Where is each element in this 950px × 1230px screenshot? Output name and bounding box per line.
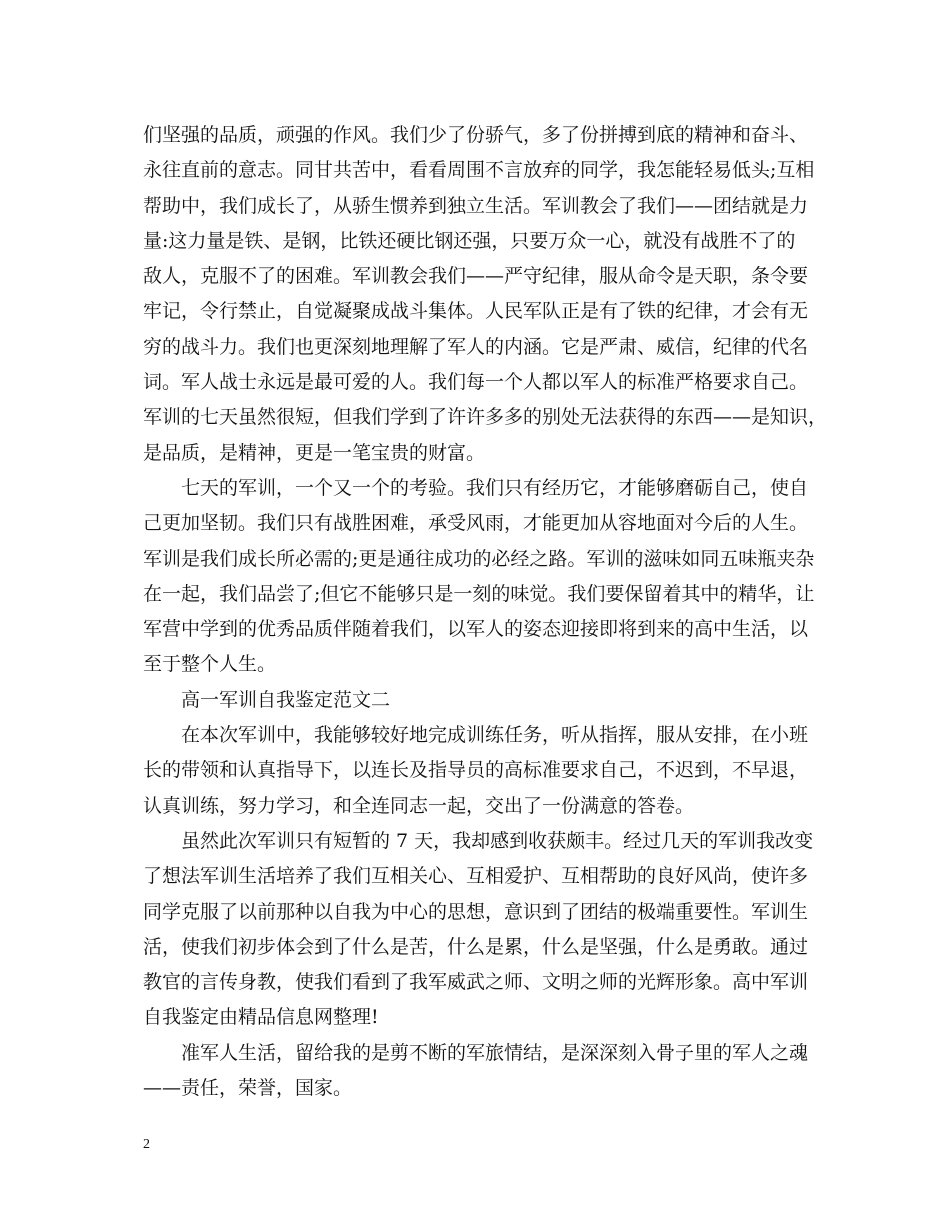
document-body (143, 118, 828, 1106)
text-line: 同学克服了以前那种以自我为中心的思想，意识到了团结的极端重要性。军训生 (143, 900, 809, 923)
text-line: 自我鉴定由精品信息网整理! (143, 1006, 379, 1029)
text-line: 敌人，克服不了的困难。军训教会我们——严守纪律，服从命令是天职，条令要 (143, 265, 809, 288)
text-line: 军训是我们成长所必需的;更是通往成功的必经之路。军训的滋味如同五味瓶夹杂 (143, 547, 815, 570)
text-line: ——责任，荣誉，国家。 (143, 1077, 353, 1100)
page-number: 2 (143, 1137, 150, 1152)
text-line: 是品质，是精神，更是一笔宝贵的财富。 (143, 441, 486, 464)
heading-text: 高一军训自我鉴定范文二 (181, 688, 391, 711)
paragraph-1 (143, 118, 828, 471)
paragraph-4 (143, 824, 823, 1036)
text-line: 认真训练，努力学习，和全连同志一起，交出了一份满意的答卷。 (143, 794, 695, 817)
paragraph-3 (143, 718, 823, 824)
text-line: 们坚强的品质，顽强的作风。我们少了份骄气，多了份拼搏到底的精神和奋斗、 (143, 124, 809, 146)
section-heading (143, 683, 823, 718)
text-line: 穷的战斗力。我们也更深刻地理解了军人的内涵。它是严肃、威信，纪律的代名 (143, 335, 809, 358)
text-line: 军训的七天虽然很短，但我们学到了许许多多的别处无法获得的东西——是知识， (143, 406, 828, 429)
text-line: 了想法军训生活培养了我们互相关心、互相爱护、互相帮助的良好风尚，使许多 (143, 865, 809, 888)
text-line: 量:这力量是铁、是钢，比铁还硬比钢还强，只要万众一心，就没有战胜不了的 (143, 229, 796, 252)
text-line: 长的带领和认真指导下，以连长及指导员的高标准要求自己，不迟到，不早退， (143, 759, 809, 782)
text-line: 虽然此次军训只有短暂的 7 天，我却感到收获颇丰。经过几天的军训我改变 (181, 829, 814, 852)
text-line: 在一起，我们品尝了;但它不能够只是一刻的味觉。我们要保留着其中的精华，让 (143, 582, 815, 605)
text-line: 军营中学到的优秀品质伴随着我们，以军人的姿态迎接即将到来的高中生活，以 (143, 618, 809, 641)
text-line: 永往直前的意志。同甘共苦中，看看周围不言放弃的同学，我怎能轻易低头;互相 (143, 159, 815, 182)
text-line: 七天的军训，一个又一个的考验。我们只有经历它，才能够磨砺自己，使自 (181, 476, 809, 499)
text-line: 准军人生活，留给我的是剪不断的军旅情结，是深深刻入骨子里的军人之魂 (181, 1041, 809, 1064)
text-line: 帮助中，我们成长了，从骄生惯养到独立生活。军训教会了我们——团结就是力 (143, 194, 809, 217)
text-line: 教官的言传身教，使我们看到了我军威武之师、文明之师的光辉形象。高中军训 (143, 971, 809, 994)
text-line: 在本次军训中，我能够较好地完成训练任务，听从指挥，服从安排，在小班 (181, 724, 809, 747)
paragraph-2 (143, 471, 823, 683)
paragraph-5 (143, 1036, 823, 1107)
text-line: 至于整个人生。 (143, 653, 277, 676)
text-line: 己更加坚韧。我们只有战胜困难，承受风雨，才能更加从容地面对今后的人生。 (143, 512, 809, 535)
text-line: 活，使我们初步体会到了什么是苦，什么是累，什么是坚强，什么是勇敢。通过 (143, 935, 809, 958)
text-line: 词。军人战士永远是最可爱的人。我们每一个人都以军人的标准严格要求自己。 (143, 371, 809, 394)
text-line: 牢记，令行禁止，自觉凝聚成战斗集体。人民军队正是有了铁的纪律，才会有无 (143, 300, 809, 323)
